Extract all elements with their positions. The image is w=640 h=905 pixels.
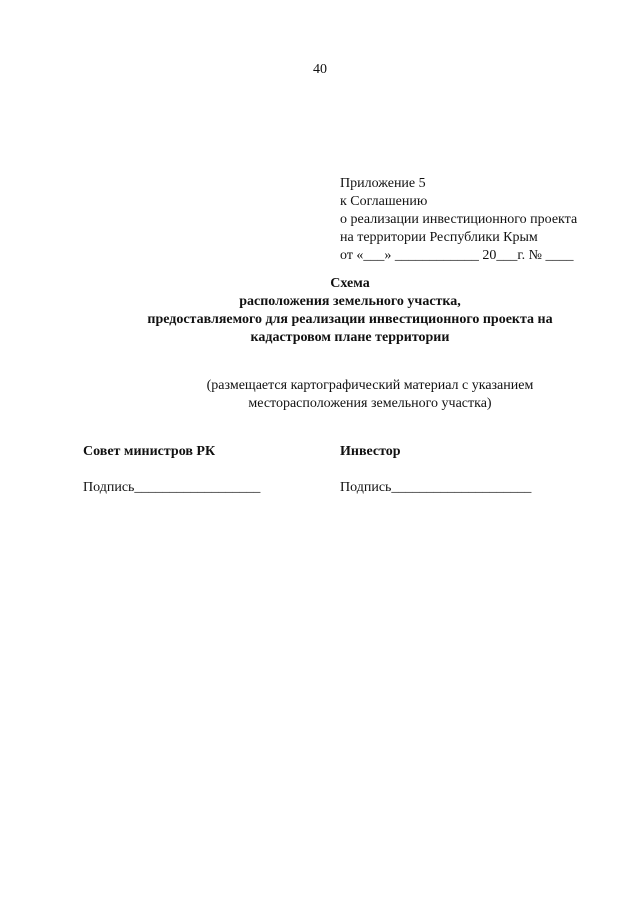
appendix-line: на территории Республики Крым — [340, 230, 538, 245]
title-line: кадастровом плане территории — [250, 330, 450, 345]
signature-line: Подпись__________________ — [83, 480, 261, 495]
appendix-line: от «___» ____________ 20___г. № ____ — [340, 248, 574, 263]
title-line: Схема — [330, 276, 370, 291]
signature-heading: Инвестор — [340, 444, 401, 459]
document-title — [0, 275, 640, 347]
note-line: месторасположения земельного участка) — [248, 396, 492, 411]
title-line: предоставляемого для реализации инвестиционного проекта на — [147, 312, 553, 327]
appendix-block — [340, 175, 577, 265]
map-placeholder-note — [0, 377, 640, 413]
appendix-line: к Соглашению — [340, 194, 428, 209]
appendix-line: о реализации инвестиционного проекта — [340, 212, 578, 227]
note-line: (размещается картографический материал с указанием — [206, 378, 534, 393]
signature-line: Подпись____________________ — [340, 480, 532, 495]
signature-block-council — [83, 444, 260, 496]
title-line: расположения земельного участка, — [239, 294, 461, 309]
signature-heading: Совет министров РК — [83, 444, 216, 459]
appendix-line: Приложение 5 — [340, 176, 426, 191]
page-number: 40 — [313, 62, 327, 77]
signature-block-investor — [340, 444, 531, 496]
